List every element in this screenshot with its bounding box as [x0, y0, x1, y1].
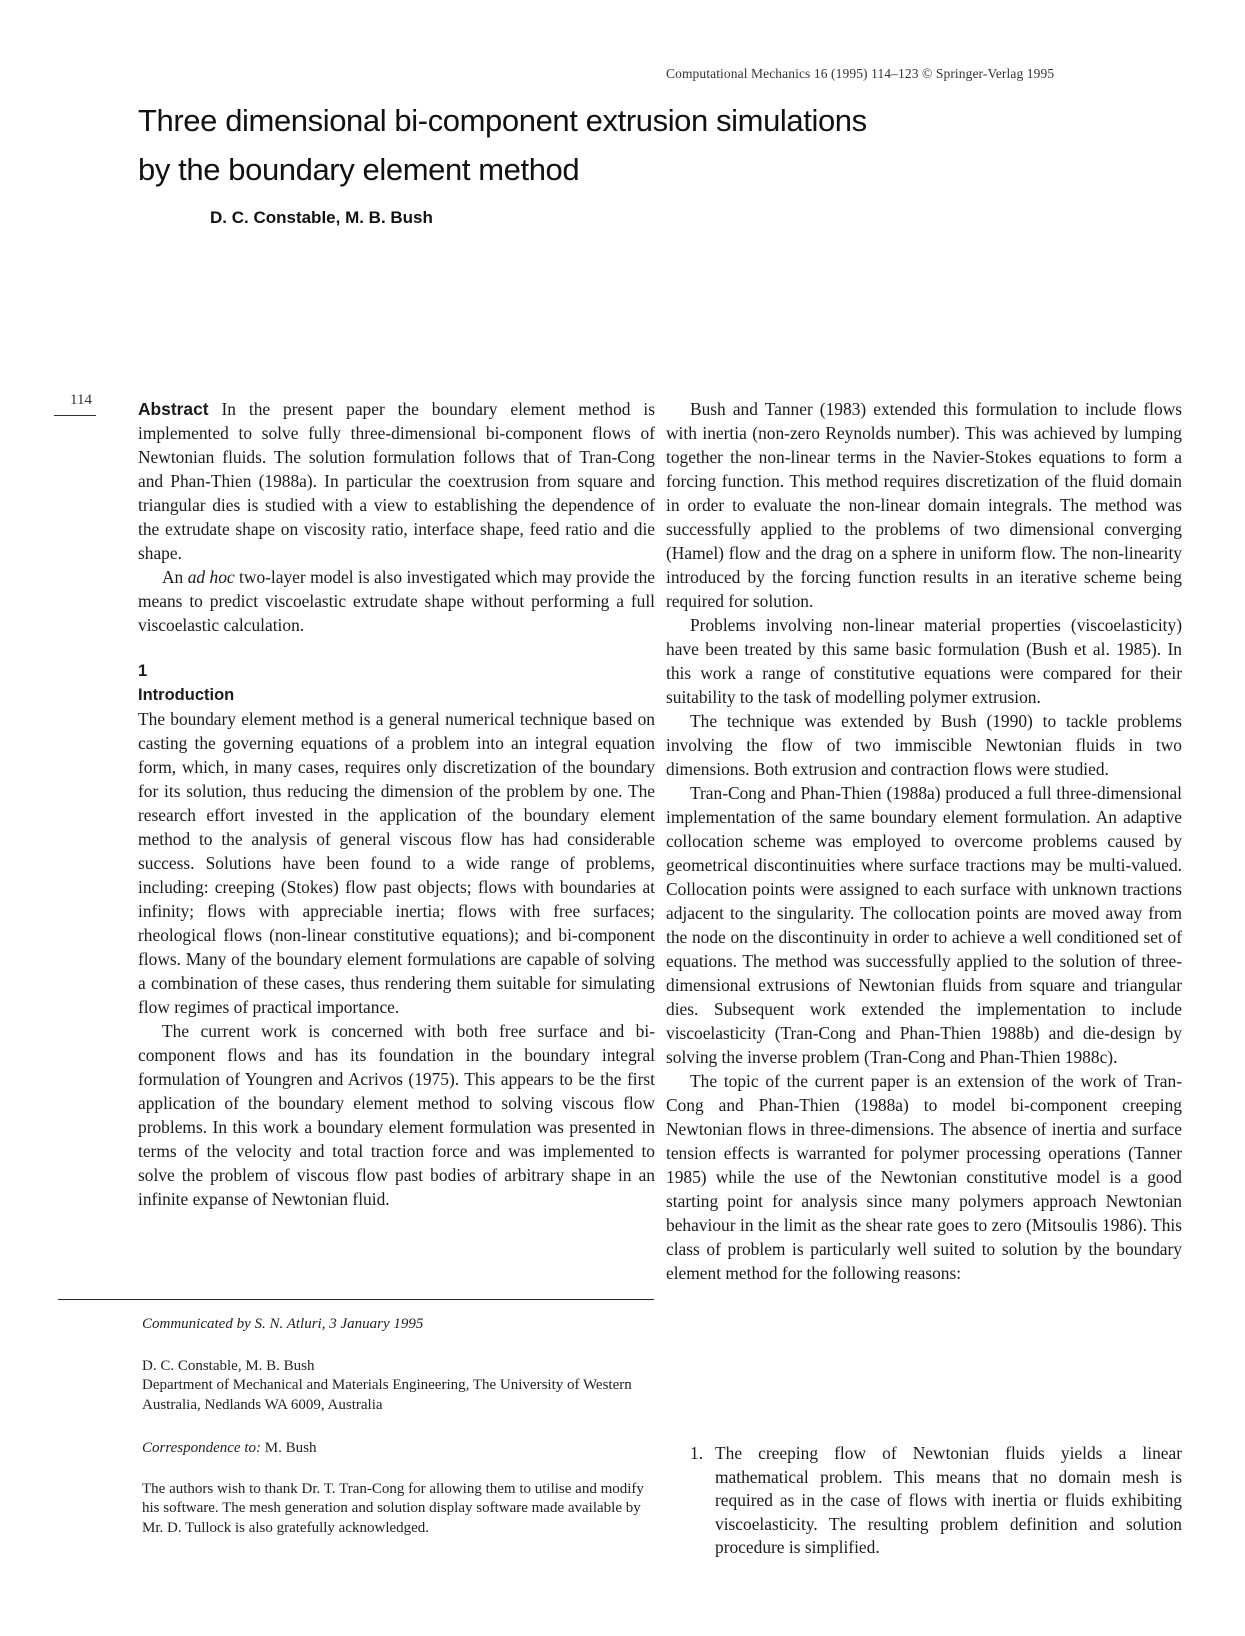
footnote-acknowledgement — [142, 1480, 662, 1538]
abstract-label: Abstract — [138, 399, 209, 419]
correspondence-name: M. Bush — [261, 1440, 317, 1456]
footnote-affiliation — [142, 1357, 662, 1415]
list-item-number: 1. — [690, 1443, 704, 1463]
article-title — [138, 96, 898, 194]
journal-citation: Computational Mechanics 16 (1995) 114–123 © Springer-Verlag 1995 — [666, 66, 1055, 81]
acknowledgement-text: The authors wish to thank Dr. T. Tran-Cong for allowing them to utilise and modify his software. The mesh generation and solution display software made available by Mr. D. Tullock is also gratefully acknowledged. — [142, 1481, 644, 1536]
footnote-author-names: D. C. Constable, M. B. Bush — [142, 1358, 315, 1374]
page-number-rule — [54, 415, 96, 416]
abstract-text: In the present paper the boundary element method is implemented to solve fully three-dimensional bi-component flows of Newtonian fluids. The solution formulation follows that of Tran-Cong and Phan-Thien (1988a). In particular the coextrusion from square and triangular dies is studied with a view to establishing the dependence of the extrudate shape on viscosity ratio, interface shape, feed ratio and die shape. — [138, 399, 655, 563]
footnote-rule — [58, 1299, 654, 1300]
correspondence-label: Correspondence to: — [142, 1440, 262, 1456]
intro-paragraph-1: The boundary element method is a general numerical technique based on casting the governing equations of a problem into an integral equation form, which, in many cases, requires only discretization of the boundary for its solution, thus reducing the dimension of the problem by one. The research effort invested in the application of the boundary element method to the analysis of general viscous flow has had considerable success. Solutions have been found to a wide range of problems, including: creeping (Stokes) flow past objects; flows with boundaries at infinity; flows with appreciable inertia; flows with free surfaces; rheological flows (non-linear constitutive equations); and bi-component flows. Many of the boundary element formulations are capable of solving a combination of these cases, thus rendering them suitable for simulating flow regimes of practical importance. — [138, 709, 655, 1017]
title-line-2: by the boundary element method — [138, 152, 580, 187]
section-number: 1 — [138, 662, 148, 680]
communicated-text: Communicated by S. N. Atluri, 3 January 1995 — [142, 1316, 424, 1332]
abstract-p2-end: two-layer model is also investigated which may provide the means to predict viscoelastic extrudate shape without performing a full viscoelastic calculation. — [138, 567, 656, 635]
list-item: The creeping flow of Newtonian fluids yields a linear mathematical problem. This means that no domain mesh is required as in the case of flows with inertia or fluids exhibiting viscoelasticity. The resulting problem definition and solution procedure is simplified. — [715, 1443, 1182, 1557]
right-column — [666, 397, 1182, 1285]
right-paragraph-4: Tran-Cong and Phan-Thien (1988a) produced a full three-dimensional implementation of the same boundary element formulation. An adaptive collocation scheme was employed to overcome problems caused by geometrical discontinuities where surface tractions may be multi-valued. Collocation points were assigned to each surface with unknown tractions adjacent to the singularity. The collocation points are moved away from the node on the discontinuity in order to achieve a well conditioned set of equations. The method was successfully applied to the solution of three-dimensional extrusions of Newtonian fluids from square and triangular dies. Subsequent work extended the implementation to include viscoelasticity (Tran-Cong and Phan-Thien 1988b) and die-design by solving the inverse problem (Tran-Cong and Phan-Thien 1988c). — [666, 783, 1182, 1067]
article-authors: D. C. Constable, M. B. Bush — [210, 208, 433, 227]
abstract-p2-italic: ad hoc — [187, 567, 235, 587]
footnote-affiliation-text: Department of Mechanical and Materials Engineering, The University of Western Australia, Nedlands WA 6009, Australia — [142, 1377, 632, 1413]
numbered-list — [690, 1442, 1182, 1560]
left-column — [138, 397, 655, 1211]
right-paragraph-1: Bush and Tanner (1983) extended this formulation to include flows with inertia (non-zero Reynolds number). This was achieved by lumping together the non-linear terms in the Navier-Stokes equations to form a forcing function. This method requires discretization of the fluid domain in order to evaluate the non-linear domain integrals. The method was successfully applied to the problems of two dimensional converging (Hamel) flow and the drag on a sphere in uniform flow. The non-linearity introduced by the forcing function results in an iterative scheme being required for solution. — [666, 399, 1182, 611]
right-paragraph-5: The topic of the current paper is an extension of the work of Tran-Cong and Phan-Thien (1988a) to model bi-component creeping Newtonian flows in three-dimensions. The absence of inertia and surface tension effects is warranted for polymer processing operations (Tanner 1985) while the use of the Newtonian constitutive model is a good starting point for analysis since many polymers approach Newtonian behaviour in the limit as the shear rate goes to zero (Mitsoulis 1986). This class of problem is particularly well suited to solution by the boundary element method for the following reasons: — [666, 1071, 1182, 1283]
right-paragraph-3: The technique was extended by Bush (1990) to tackle problems involving the flow of two immiscible Newtonian fluids in two dimensions. Both extrusion and contraction flows were studied. — [666, 711, 1182, 779]
footnote-correspondence — [142, 1439, 662, 1458]
title-line-1: Three dimensional bi-component extrusion simulations — [138, 103, 867, 138]
footnote-communicated — [142, 1315, 662, 1334]
section-title: Introduction — [138, 686, 235, 704]
intro-paragraph-2: The current work is concerned with both free surface and bi-component flows and has its foundation in the boundary integral formulation of Youngren and Acrivos (1975). This appears to be the first application of the boundary element method to solving viscous flow problems. In this work a boundary element formulation was presented in terms of the velocity and total traction force and was implemented to solve the problem of viscous flow past bodies of arbitrary shape in an infinite expanse of Newtonian fluid. — [138, 1021, 655, 1209]
right-paragraph-2: Problems involving non-linear material properties (viscoelasticity) have been treated by this same basic formulation (Bush et al. 1985). In this work a range of constitutive equations were compared for their suitability to the task of modelling polymer extrusion. — [666, 615, 1182, 707]
page-number: 114 — [70, 392, 92, 408]
abstract-p2-start: An — [162, 567, 188, 587]
abstract-paragraph — [138, 397, 655, 565]
abstract-paragraph-2 — [138, 565, 655, 637]
